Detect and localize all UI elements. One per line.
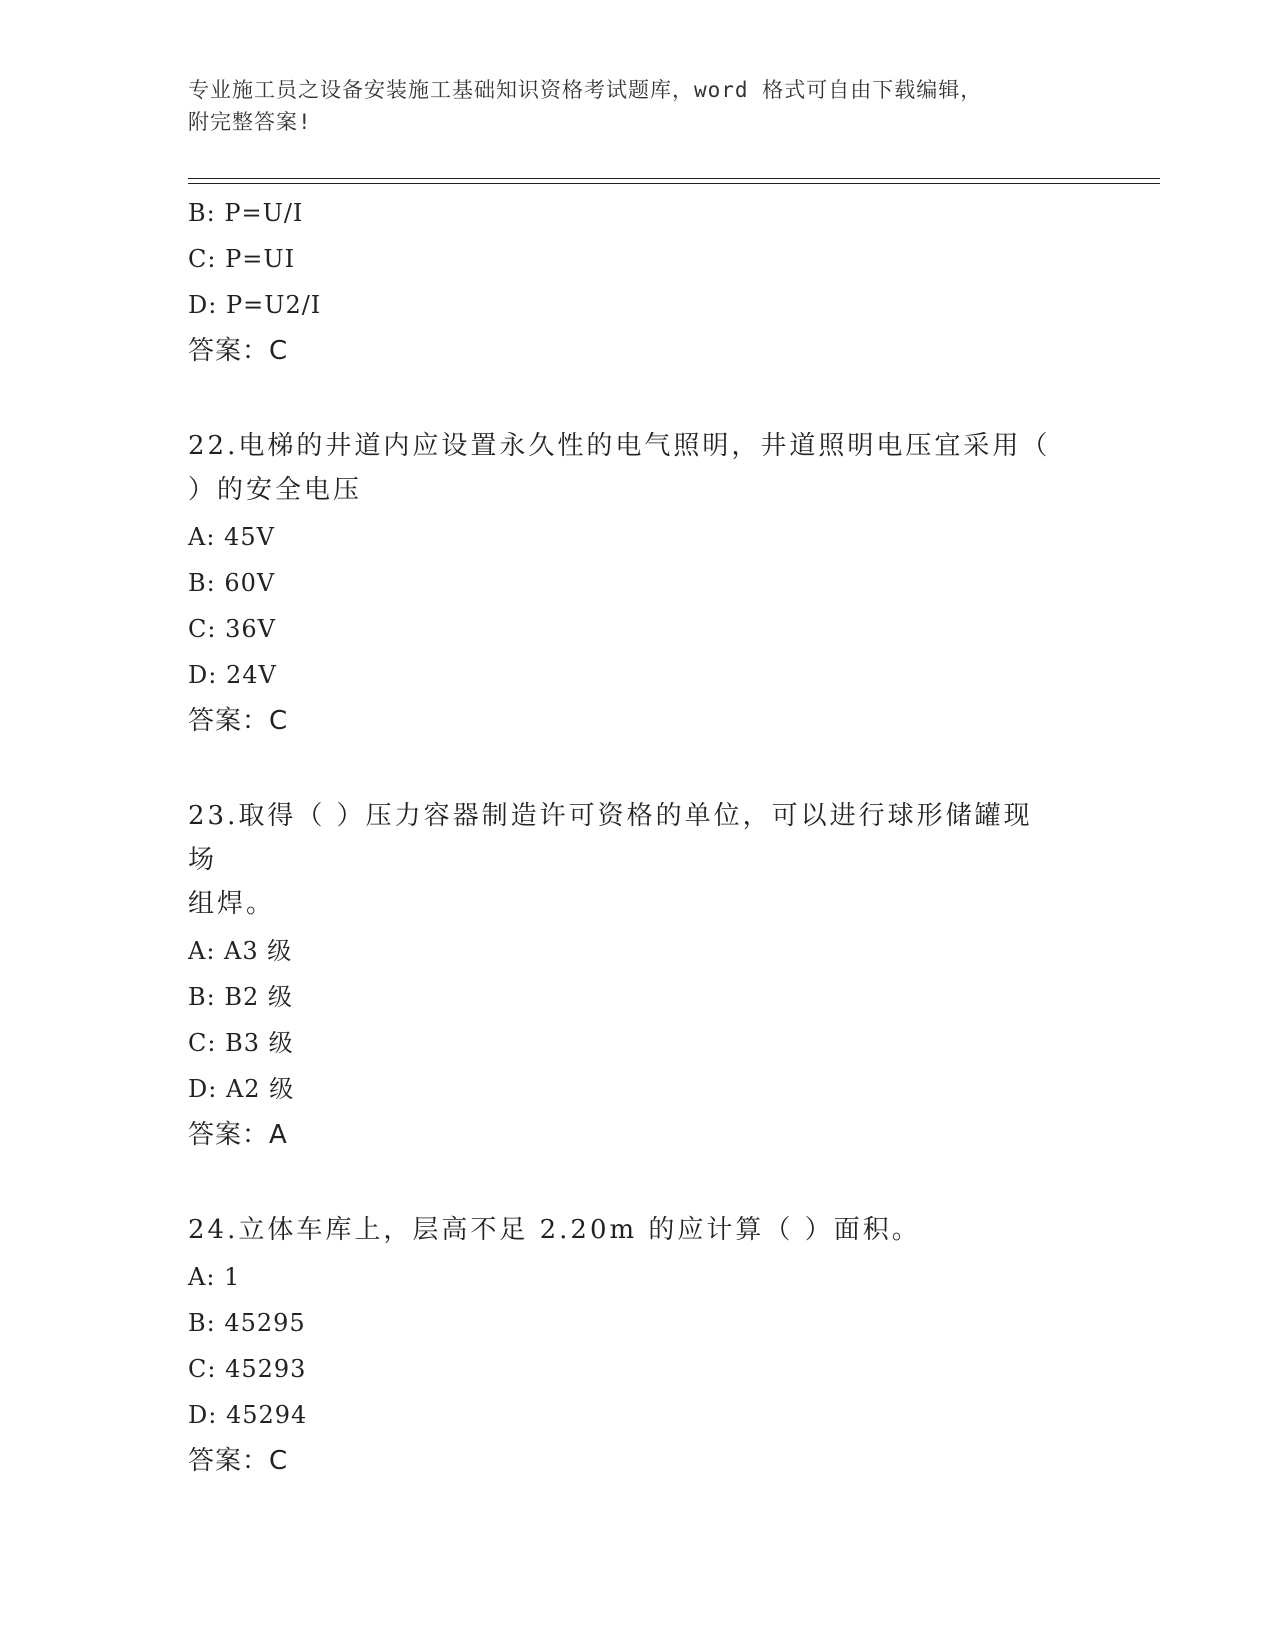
option-b: B: P=U/I: [188, 199, 304, 227]
question-22: [188, 424, 1088, 744]
option-d: D: P=U2/I: [188, 291, 322, 319]
answer-line: 答案：A: [188, 1120, 288, 1150]
option-b: B: 45295: [188, 1309, 306, 1337]
option-c: C: 45293: [188, 1355, 307, 1383]
header-line-2: 附完整答案!: [188, 110, 312, 134]
option-d: D: 45294: [188, 1401, 308, 1429]
answer-line: 答案：C: [188, 1446, 289, 1476]
page-header: [188, 74, 1088, 138]
header-divider-bottom: [188, 183, 1160, 184]
option-c: C: B3 级: [188, 1029, 294, 1057]
option-b: B: 60V: [188, 569, 276, 597]
option-c: C: 36V: [188, 615, 276, 643]
option-d: D: A2 级: [188, 1075, 295, 1103]
option-a: A: 45V: [188, 523, 275, 551]
option-b: B: B2 级: [188, 983, 293, 1011]
question-23: [188, 794, 1088, 1158]
option-a: A: 1: [188, 1263, 241, 1291]
question-text: [188, 794, 1058, 926]
question-text-line-1: 23.取得（ ）压力容器制造许可资格的单位，可以进行球形储罐现场: [188, 801, 1033, 875]
question-list: [188, 190, 1088, 1484]
answer-line: 答案：C: [188, 706, 289, 736]
question-21-tail: [188, 190, 1088, 374]
question-24: [188, 1208, 1088, 1484]
question-text-line-1: 22.电梯的井道内应设置永久性的电气照明，井道照明电压宜采用（: [188, 431, 1051, 461]
header-divider-top: [188, 178, 1160, 179]
question-text: [188, 424, 1058, 512]
question-text-line-2: 组焊。: [188, 889, 276, 919]
question-text-line-1: 24.立体车库上，层高不足 2.20m 的应计算（ ）面积。: [188, 1215, 921, 1245]
answer-line: 答案：C: [188, 336, 289, 366]
question-text-line-2: ）的安全电压: [188, 475, 363, 505]
option-a: A: A3 级: [188, 937, 293, 965]
option-c: C: P=UI: [188, 245, 296, 273]
question-text: [188, 1208, 1058, 1252]
option-d: D: 24V: [188, 661, 277, 689]
header-line-1: 专业施工员之设备安装施工基础知识资格考试题库，word 格式可自由下载编辑，: [188, 78, 983, 102]
